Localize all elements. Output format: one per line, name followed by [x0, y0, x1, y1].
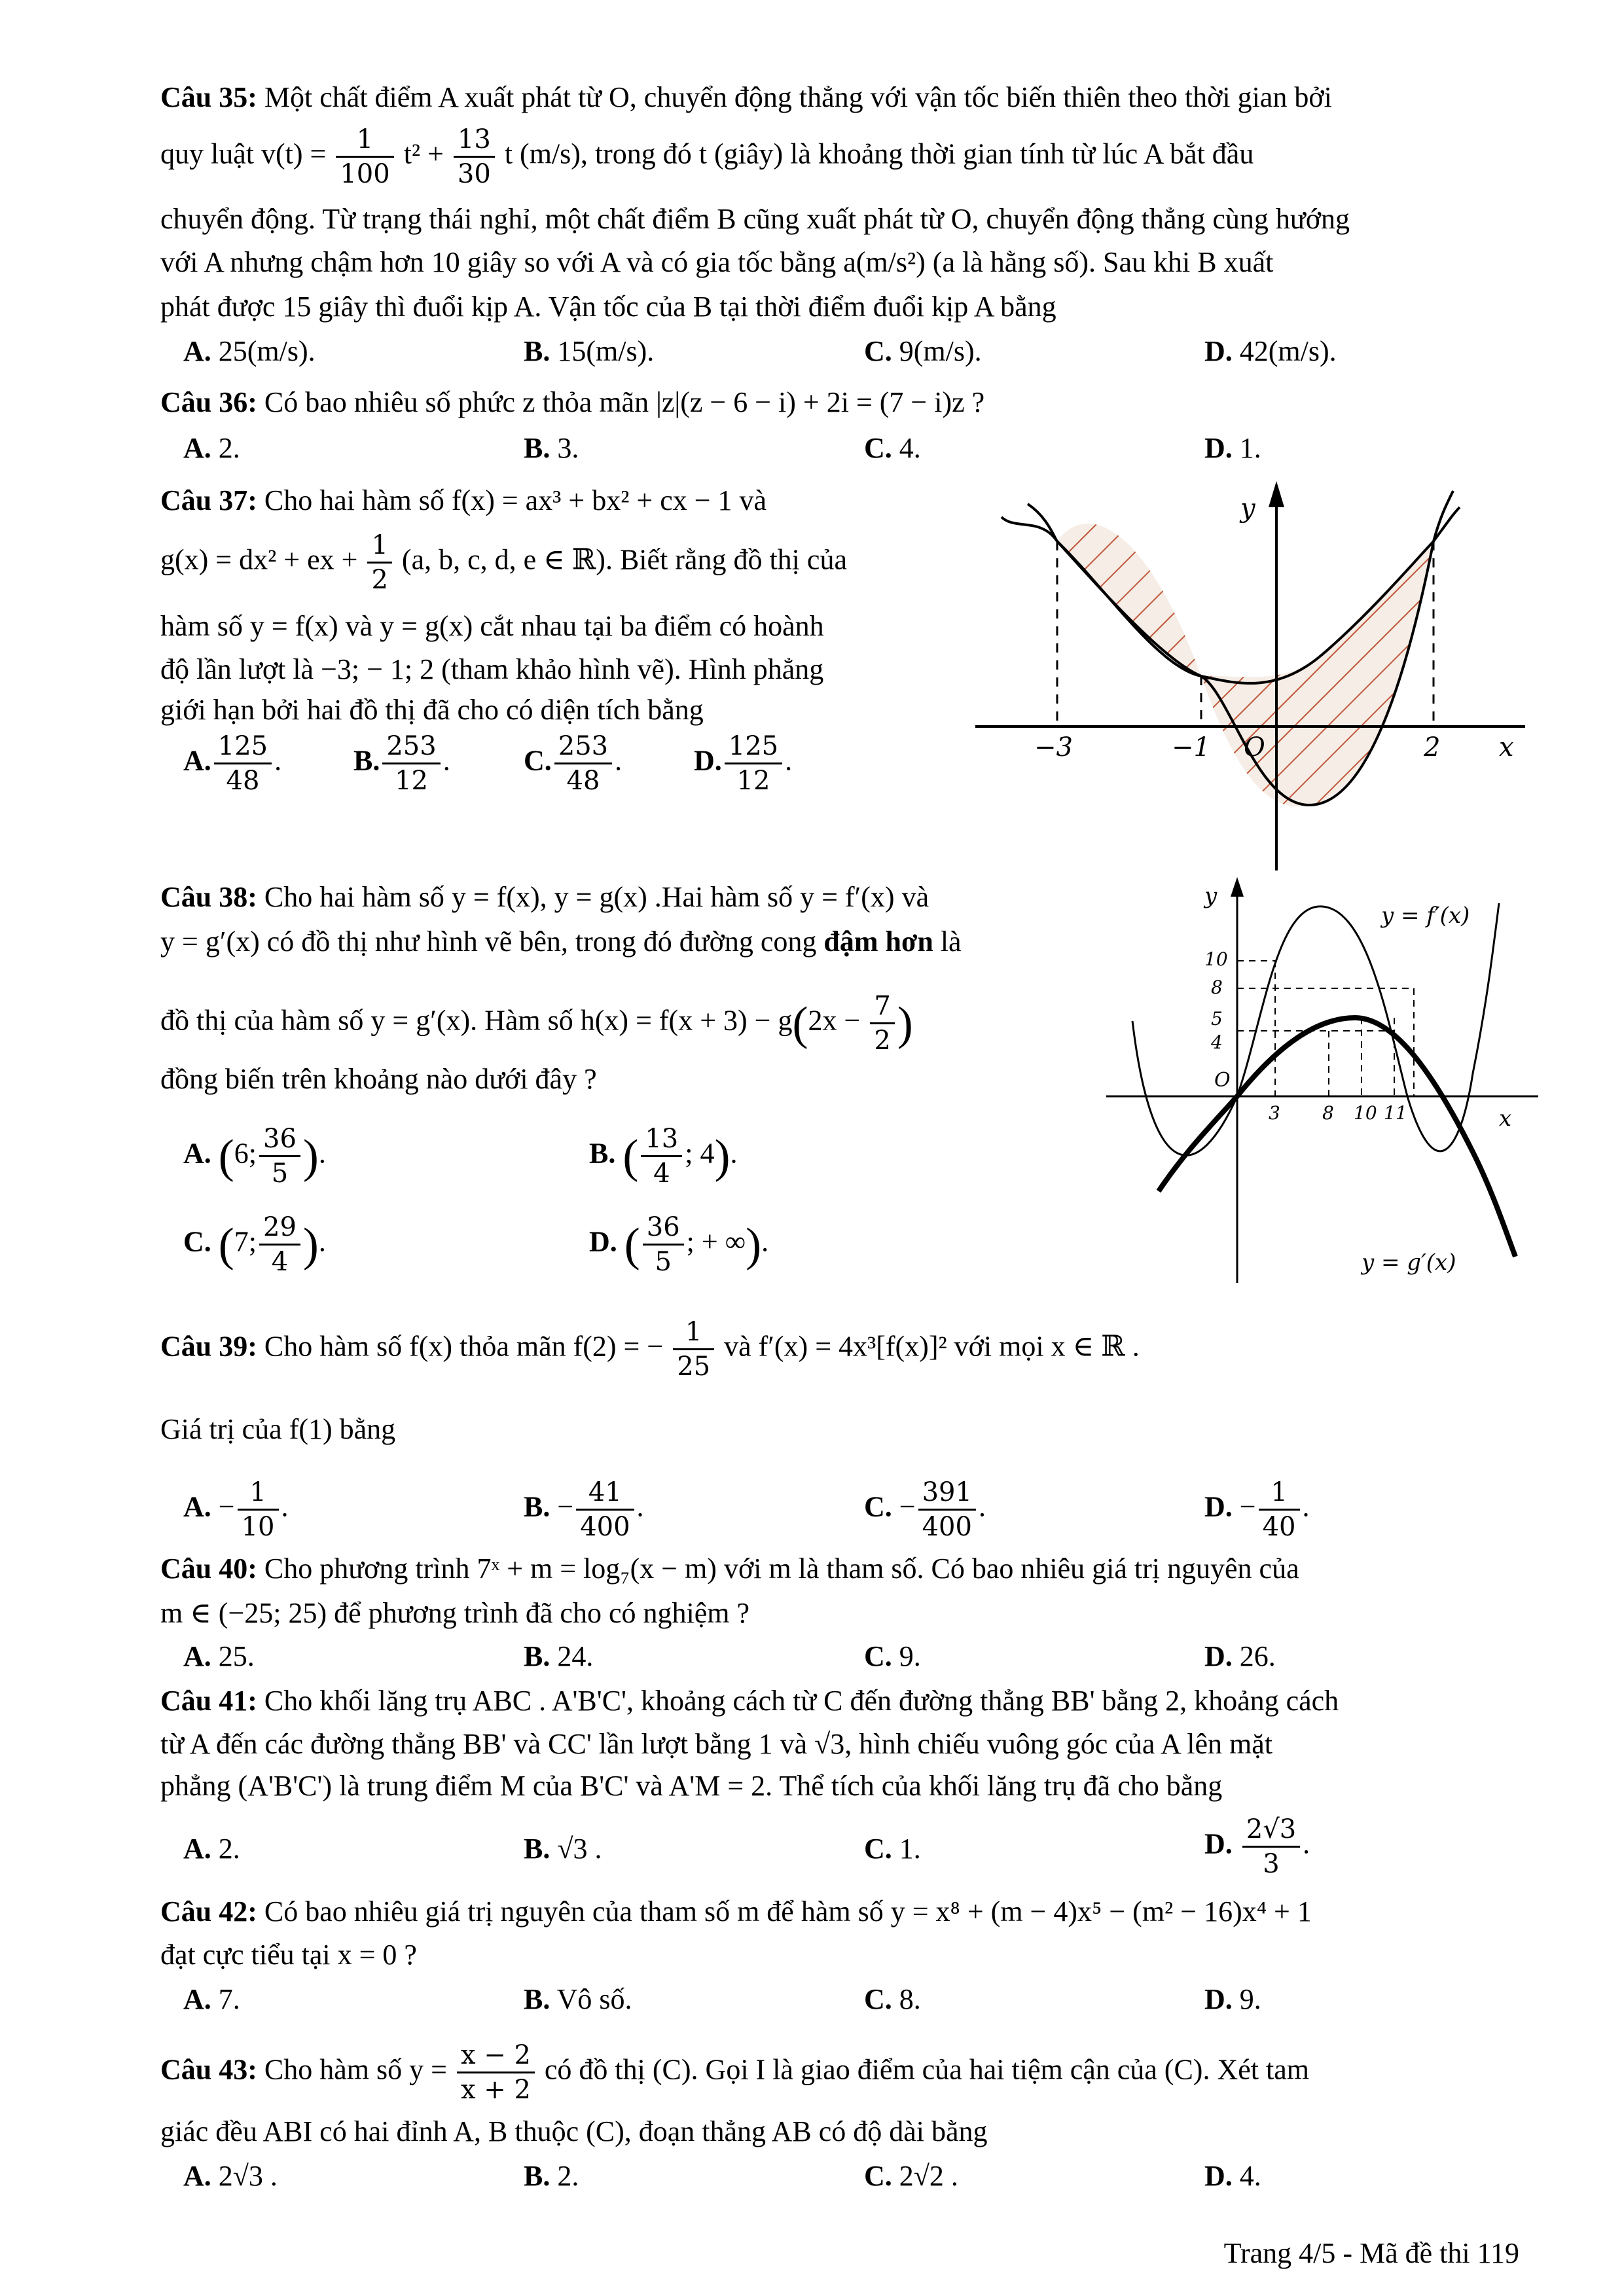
q35-line5: phát được 15 giây thì đuổi kịp A. Vận tốc của B tại thời điểm đuổi kịp A bằng: [160, 291, 1056, 323]
fraction: [1259, 1476, 1300, 1543]
q38-text: đồ thị của hàm số y = g′(x). Hàm số h(x) = f(x + 3) − g: [160, 1004, 793, 1037]
y-axis-arrow: [1269, 481, 1284, 507]
x-axis-label: x: [1499, 732, 1514, 762]
option-value: ; + ∞: [686, 1225, 746, 1258]
q43-option-a[interactable]: [183, 2157, 278, 2195]
numerator: 1: [336, 123, 393, 158]
q37-text: (a, b, c, d, e ∈ ℝ). Biết rằng đồ thị của: [401, 543, 847, 576]
option-value: √3 .: [557, 1833, 602, 1865]
option-key: D.: [1204, 1983, 1233, 2015]
denominator: 40: [1262, 1512, 1296, 1542]
q40-option-b[interactable]: [524, 1638, 593, 1676]
option-key: A.: [183, 1640, 211, 1672]
option-value: ; 4: [685, 1137, 715, 1170]
paren: ): [302, 1218, 319, 1271]
option-key: D.: [1204, 1827, 1233, 1860]
q37-line1: [160, 482, 767, 520]
q40-text: Cho phương trình 7ˣ + m = log₇(x − m) với m là tham số. Có bao nhiêu giá trị nguyên của: [264, 1552, 1299, 1585]
q37-option-a[interactable]: A. $\frac{125}{48}$ .: [183, 731, 282, 796]
option-key: B.: [589, 1137, 616, 1170]
x-tick-label: 11: [1384, 1102, 1407, 1124]
paren: ): [746, 1218, 762, 1271]
q39-option-d[interactable]: D. − $\frac{1}{40}$ .: [1204, 1477, 1310, 1542]
option-key: A.: [183, 1137, 211, 1170]
option-value: 9.: [1239, 1983, 1261, 2015]
numerator: 253: [382, 730, 440, 764]
option-value: 7;: [234, 1225, 257, 1258]
x-tick-label: 8: [1322, 1102, 1334, 1124]
option-value: 2.: [218, 432, 240, 464]
fraction: [367, 529, 391, 596]
q37-line5: giới hạn bởi hai đồ thị đã cho có diện tích bằng: [160, 694, 704, 726]
q35-option-d[interactable]: [1204, 332, 1337, 370]
option-key: D.: [1204, 1640, 1233, 1672]
fraction: [238, 1476, 279, 1543]
q38-option-a[interactable]: A. (6; $\frac{36}{5}$ ).: [183, 1124, 326, 1189]
q41-option-a[interactable]: [183, 1830, 240, 1868]
option-value: 9(m/s).: [899, 335, 982, 367]
q35-text: Một chất điểm A xuất phát từ O, chuyển động thẳng với vận tốc biến thiên theo thời gian bởi: [264, 81, 1332, 113]
q35-line3: chuyển động. Từ trạng thái nghỉ, một chất điểm B cũng xuất phát từ O, chuyển động thẳng cùng hướng: [160, 203, 1350, 235]
curve-g-prime: [1159, 1018, 1515, 1257]
denominator: 5: [655, 1247, 672, 1277]
fraction: [336, 123, 393, 190]
q37-option-b[interactable]: B. $\frac{253}{12}$ .: [353, 731, 450, 796]
g-prime-label: y = g′(x): [1362, 1249, 1456, 1276]
q35-option-b[interactable]: [524, 332, 654, 370]
option-key: C.: [864, 1983, 892, 2015]
q40-option-a[interactable]: [183, 1638, 255, 1676]
q36-option-a[interactable]: [183, 429, 240, 467]
x-tick-label: 10: [1354, 1102, 1377, 1124]
x-axis-label: x: [1499, 1105, 1512, 1132]
q35-line4: với A nhưng chậm hơn 10 giây so với A và có gia tốc bằng a(m/s²) (a là hằng số). Sau khi B xuất: [160, 246, 1274, 278]
q39-option-a[interactable]: A. − $\frac{1}{10}$ .: [183, 1477, 289, 1542]
q36-option-b[interactable]: [524, 429, 579, 467]
question-label: Câu 41:: [160, 1685, 257, 1717]
numerator: 125: [725, 730, 782, 764]
option-value: Vô số.: [556, 1983, 632, 2015]
q37-line2: [160, 529, 847, 596]
f-prime-label: y = f′(x): [1381, 903, 1470, 929]
tick-label: −1: [1172, 732, 1210, 762]
q36-option-d[interactable]: [1204, 429, 1261, 467]
q42-line1: [160, 1893, 1312, 1931]
q38-option-c[interactable]: C. (7; $\frac{29}{4}$ ).: [183, 1212, 326, 1277]
q35-text: t² +: [403, 137, 444, 170]
shaded-region-left: [1057, 524, 1201, 676]
question-label: Câu 43:: [160, 2053, 257, 2086]
denominator: 48: [566, 766, 600, 796]
option-key: B.: [353, 744, 380, 777]
question-label: Câu 37:: [160, 484, 257, 516]
fraction: [382, 730, 440, 797]
option-value: 2√2 .: [899, 2160, 958, 2192]
numerator: 13: [641, 1122, 682, 1157]
q41-text: Cho khối lăng trụ ABC . A'B'C', khoảng cách từ C đến đường thẳng BB' bằng 2, khoảng cách: [264, 1685, 1339, 1717]
q39-line1: [160, 1316, 1140, 1383]
option-value: 25(m/s).: [218, 335, 316, 367]
option-value: 2.: [218, 1833, 240, 1865]
option-key: C.: [864, 1640, 892, 1672]
numerator: 13: [454, 123, 495, 158]
q40-line2: m ∈ (−25; 25) để phương trình đã cho có nghiệm ?: [160, 1597, 749, 1629]
q40-option-c[interactable]: [864, 1638, 921, 1676]
q42-option-c[interactable]: [864, 1981, 921, 2018]
q43-option-c[interactable]: [864, 2157, 958, 2195]
numerator: 36: [259, 1122, 300, 1157]
q36-line1: [160, 384, 984, 422]
denominator: 3: [1263, 1849, 1280, 1879]
fraction: [259, 1211, 300, 1278]
fraction: [725, 730, 782, 797]
fraction: [870, 990, 894, 1057]
q39-option-c[interactable]: C. − $\frac{391}{400}$ .: [864, 1477, 986, 1542]
option-key: B.: [524, 1833, 550, 1865]
q35-option-a[interactable]: [183, 332, 316, 370]
fraction: [457, 2039, 535, 2106]
option-value: 15(m/s).: [557, 335, 655, 367]
numerator: 253: [554, 730, 612, 764]
option-value: 24.: [557, 1640, 594, 1672]
numerator: 41: [576, 1476, 634, 1511]
fraction: [576, 1476, 634, 1543]
q43-option-d[interactable]: [1204, 2157, 1261, 2195]
denominator: 48: [226, 766, 260, 796]
fraction: [641, 1122, 682, 1190]
paren: (: [624, 1218, 640, 1271]
q39-text: Cho hàm số f(x) thỏa mãn f(2) = −: [264, 1330, 664, 1363]
option-value: 3.: [557, 432, 579, 464]
option-key: C.: [524, 744, 552, 777]
q37-text: Cho hai hàm số f(x) = ax³ + bx² + cx − 1 và: [264, 484, 767, 516]
q36-option-c[interactable]: [864, 429, 921, 467]
q42-option-d[interactable]: [1204, 1981, 1261, 2018]
paren: (: [218, 1218, 234, 1271]
y-tick-label: 4: [1211, 1031, 1223, 1053]
option-value: 7.: [218, 1983, 240, 2015]
q37-text: g(x) = dx² + ex +: [160, 543, 358, 576]
option-value: 1.: [1239, 432, 1261, 464]
option-key: C.: [864, 2160, 892, 2192]
option-key: C.: [864, 1490, 892, 1523]
x-tick-label: 3: [1269, 1102, 1280, 1124]
option-key: D.: [1204, 2160, 1233, 2192]
option-key: B.: [524, 2160, 550, 2192]
y-axis-arrow: [1231, 877, 1244, 897]
option-key: A.: [183, 744, 211, 777]
q38-line4: đồng biến trên khoảng nào dưới đây ?: [160, 1063, 597, 1095]
origin-label: O: [1244, 732, 1265, 762]
option-key: D.: [694, 744, 722, 777]
option-key: C.: [183, 1225, 211, 1258]
q38-option-b[interactable]: B. ( $\frac{13}{4}$ ; 4).: [589, 1124, 738, 1189]
option-key: A.: [183, 1983, 211, 2015]
option-key: B.: [524, 1490, 550, 1523]
question-label: Câu 39:: [160, 1330, 257, 1363]
option-key: C.: [864, 432, 892, 464]
q40-option-d[interactable]: [1204, 1638, 1276, 1676]
q38-option-d[interactable]: D. ( $\frac{36}{5}$ ; + ∞).: [589, 1212, 769, 1277]
option-value: 4.: [899, 432, 921, 464]
q40-line1: [160, 1550, 1299, 1588]
q43-line2: giác đều ABI có hai đỉnh A, B thuộc (C), đoạn thẳng AB có độ dài bằng: [160, 2115, 988, 2147]
option-key: D.: [1204, 1490, 1233, 1523]
q41-line3: phẳng (A'B'C') là trung điểm M của B'C' và A'M = 2. Thể tích của khối lăng trụ đã cho bằng: [160, 1770, 1223, 1802]
numerator: x − 2: [457, 2039, 535, 2073]
option-value: 8.: [899, 1983, 921, 2015]
fraction: [554, 730, 612, 797]
q43-text: Cho hàm số y =: [264, 2053, 447, 2086]
numerator: 391: [918, 1476, 976, 1511]
denominator: 400: [580, 1512, 630, 1542]
q37-graph: [975, 478, 1532, 870]
option-key: D.: [1204, 335, 1233, 367]
q41-option-d[interactable]: D. $\frac{2√3}{3}$ .: [1204, 1814, 1310, 1879]
paren: ): [302, 1130, 319, 1183]
denominator: 4: [271, 1247, 289, 1277]
origin-label: O: [1214, 1069, 1231, 1092]
fraction: [673, 1316, 714, 1383]
q42-option-b[interactable]: [524, 1981, 632, 2018]
denominator: 12: [395, 766, 428, 796]
denominator: 5: [271, 1158, 289, 1189]
question-label: Câu 35:: [160, 81, 257, 113]
q37-option-d[interactable]: D. $\frac{125}{12}$ .: [694, 731, 793, 796]
numerator: 7: [870, 990, 894, 1024]
numerator: 125: [214, 730, 272, 764]
option-key: A.: [183, 2160, 211, 2192]
q41-line2: từ A đến các đường thẳng BB' và CC' lần lượt bằng 1 và √3, hình chiếu vuông góc của A lên mặt: [160, 1728, 1273, 1760]
denominator: 4: [653, 1158, 670, 1189]
q43-text: có đồ thị (C). Gọi I là giao điểm của hai tiệm cận của (C). Xét tam: [544, 2053, 1309, 2086]
paren: (: [792, 997, 808, 1050]
option-value: 2.: [557, 2160, 579, 2192]
q43-option-b[interactable]: [524, 2157, 579, 2195]
option-value: 1.: [899, 1833, 921, 1865]
option-value: 6;: [234, 1137, 257, 1170]
fraction: [918, 1476, 976, 1543]
fraction: [1242, 1813, 1300, 1880]
numerator: 2√3: [1242, 1813, 1300, 1848]
paren: (: [218, 1130, 234, 1183]
q41-option-b[interactable]: [524, 1830, 602, 1868]
denominator: 30: [457, 159, 491, 189]
option-value: 2√3 .: [218, 2160, 278, 2192]
denominator: 25: [677, 1352, 711, 1382]
q38-text: y = g′(x) có đồ thị như hình vẽ bên, trong đó đường cong: [160, 925, 817, 958]
q38-emphasis: đậm hơn: [823, 925, 933, 958]
q38-text: 2x −: [808, 1004, 861, 1037]
numerator: 1: [367, 529, 391, 564]
y-axis-label: y: [1204, 883, 1218, 909]
y-tick-label: 5: [1211, 1008, 1223, 1030]
q39-text: và f′(x) = 4x³[f(x)]² với mọi x ∈ ℝ .: [724, 1330, 1140, 1363]
q39-line2: Giá trị của f(1) bằng: [160, 1413, 396, 1445]
q36-text: Có bao nhiêu số phức z thỏa mãn |z|(z − 6 − i) + 2i = (7 − i)z ?: [264, 386, 985, 418]
denominator: 400: [922, 1512, 972, 1542]
y-tick-label: 8: [1211, 977, 1223, 998]
option-key: B.: [524, 335, 550, 367]
option-key: A.: [183, 1833, 211, 1865]
option-key: D.: [1204, 432, 1233, 464]
numerator: 1: [673, 1316, 714, 1350]
paren: (: [623, 1130, 639, 1183]
question-label: Câu 36:: [160, 386, 257, 418]
tick-label: −3: [1034, 732, 1073, 762]
option-value: 25.: [218, 1640, 255, 1672]
denominator: x + 2: [460, 2075, 531, 2105]
option-key: A.: [183, 432, 211, 464]
option-key: B.: [524, 432, 550, 464]
option-key: D.: [589, 1225, 617, 1258]
denominator: 2: [874, 1026, 891, 1056]
q38-line1: [160, 878, 929, 916]
q38-graph: [1106, 877, 1538, 1283]
paren: ): [714, 1130, 731, 1183]
denominator: 100: [340, 159, 390, 189]
option-key: A.: [183, 1490, 211, 1523]
question-label: Câu 40:: [160, 1552, 257, 1585]
q42-line2: đạt cực tiểu tại x = 0 ?: [160, 1939, 417, 1971]
option-value: 26.: [1239, 1640, 1276, 1672]
q41-option-c[interactable]: [864, 1830, 921, 1868]
option-key: B.: [524, 1983, 550, 2015]
q37-line4: độ lần lượt là −3; − 1; 2 (tham khảo hình vẽ). Hình phẳng: [160, 653, 824, 685]
fraction: [214, 730, 272, 797]
paren: ): [897, 997, 913, 1050]
question-label: Câu 38:: [160, 881, 257, 913]
q38-text: là: [940, 925, 962, 958]
q35-option-c[interactable]: [864, 332, 982, 370]
fraction: [454, 123, 495, 190]
q43-line1: [160, 2039, 1309, 2106]
numerator: 36: [643, 1211, 684, 1246]
question-label: Câu 42:: [160, 1895, 257, 1928]
q35-text: quy luật v(t) =: [160, 137, 327, 170]
q39-option-b[interactable]: B. − $\frac{41}{400}$ .: [524, 1477, 644, 1542]
numerator: 29: [259, 1211, 300, 1246]
q37-option-c[interactable]: C. $\frac{253}{48}$ .: [524, 731, 623, 796]
option-key: B.: [524, 1640, 550, 1672]
y-tick-label: 10: [1204, 948, 1228, 970]
denominator: 12: [736, 766, 770, 796]
fraction: [643, 1211, 684, 1278]
option-value: 4.: [1239, 2160, 1261, 2192]
option-key: C.: [864, 335, 892, 367]
denominator: 2: [371, 565, 388, 595]
q38-line2: [160, 923, 962, 961]
q38-text: Cho hai hàm số y = f(x), y = g(x) .Hai hàm số y = f′(x) và: [264, 881, 929, 913]
q42-option-a[interactable]: [183, 1981, 240, 2018]
page-footer: Trang 4/5 - Mã đề thi 119: [1223, 2237, 1519, 2269]
option-key: C.: [864, 1833, 892, 1865]
fraction: [259, 1122, 300, 1190]
q35-line2: [160, 123, 1254, 190]
q35-line1: [160, 79, 1332, 117]
numerator: 1: [1259, 1476, 1300, 1511]
y-axis-label: y: [1240, 493, 1255, 524]
option-key: A.: [183, 335, 211, 367]
q42-text: Có bao nhiêu giá trị nguyên của tham số m để hàm số y = x⁸ + (m − 4)x⁵ − (m² − 16)x⁴ + 1: [264, 1895, 1312, 1928]
option-value: 42(m/s).: [1239, 335, 1337, 367]
q35-text: t (m/s), trong đó t (giây) là khoảng thời gian tính từ lúc A bắt đầu: [504, 137, 1254, 170]
tick-label: 2: [1424, 732, 1441, 762]
q41-line1: [160, 1682, 1339, 1720]
option-value: 9.: [899, 1640, 921, 1672]
denominator: 10: [241, 1512, 275, 1542]
q38-line3: [160, 990, 913, 1057]
q37-line3: hàm số y = f(x) và y = g(x) cắt nhau tại ba điểm có hoành: [160, 610, 824, 642]
numerator: 1: [238, 1476, 279, 1511]
